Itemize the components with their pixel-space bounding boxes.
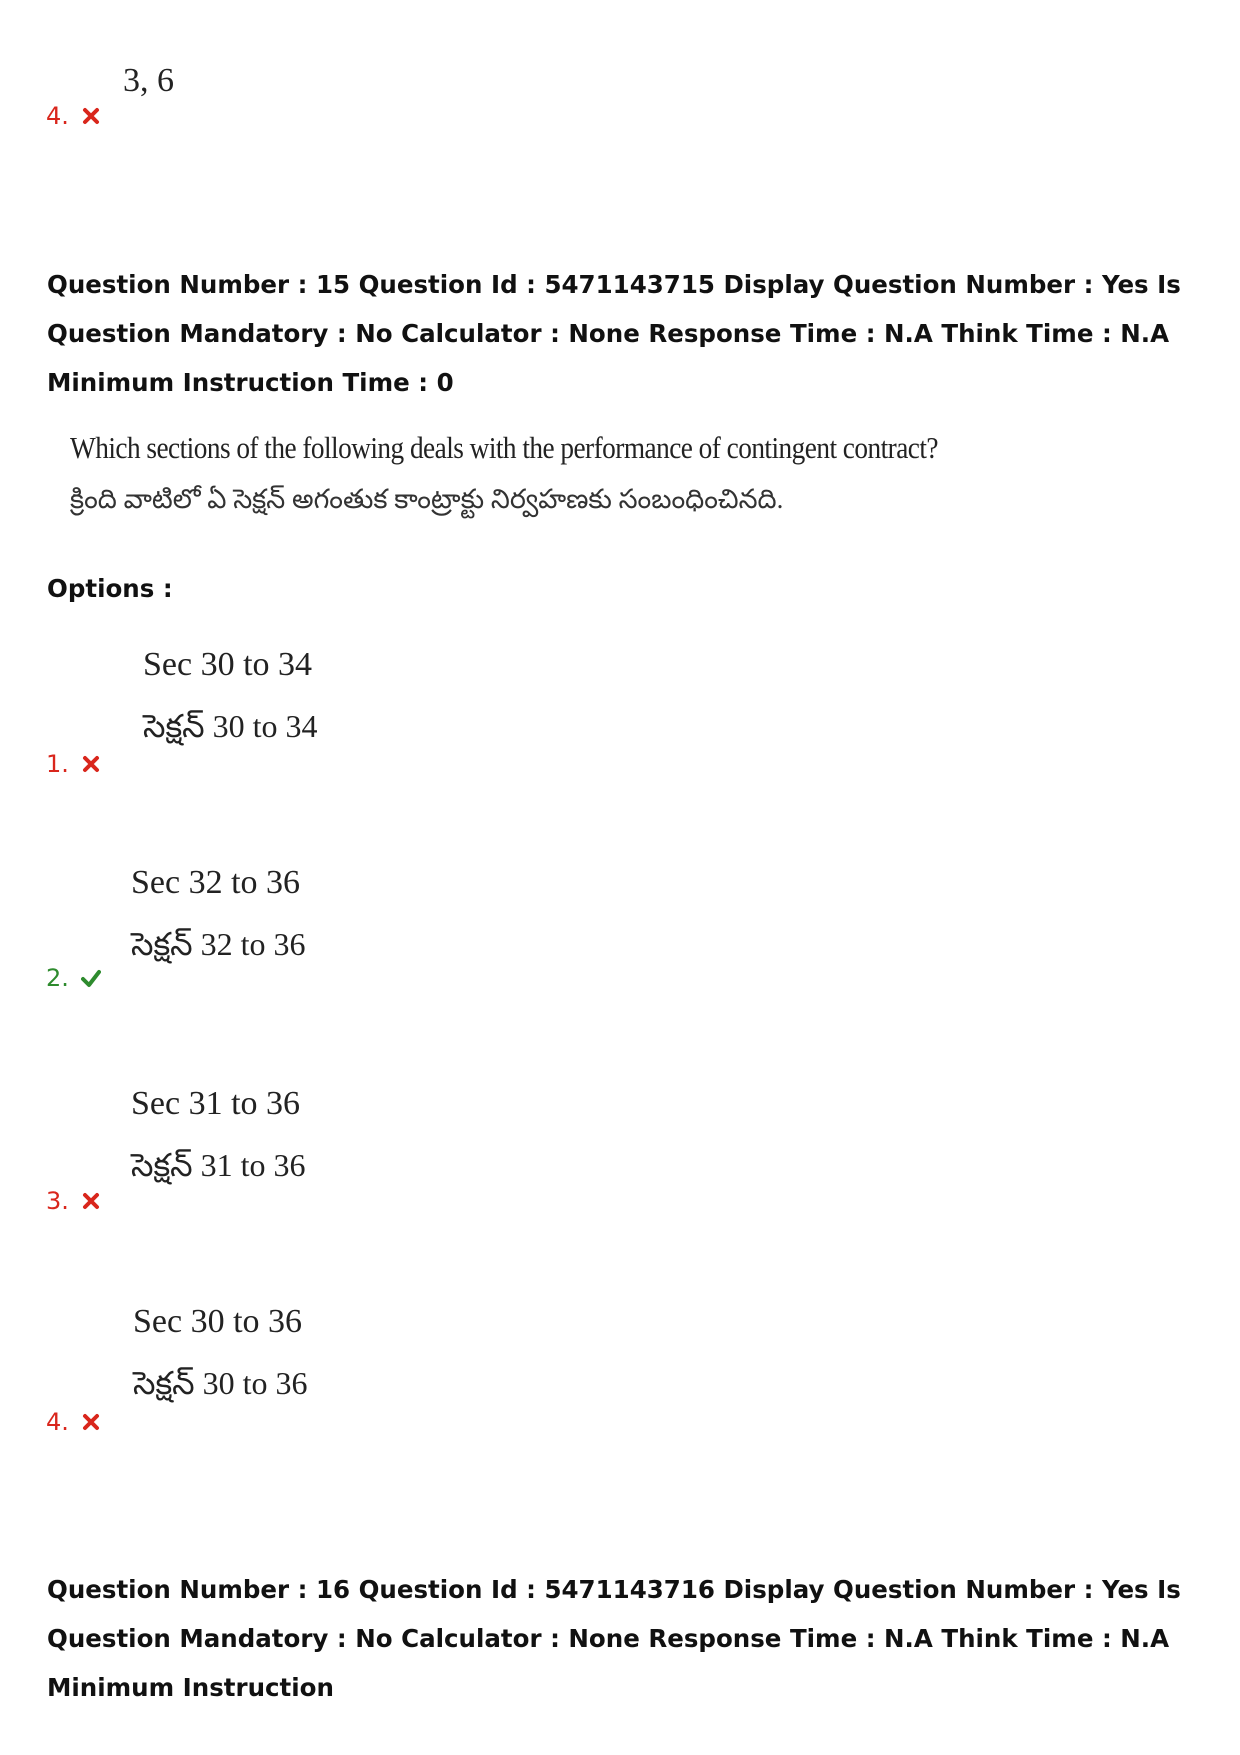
previous-option-4-marker — [46, 102, 101, 130]
cross-icon — [81, 754, 101, 774]
option-number: 4. — [46, 1408, 69, 1436]
option-4-text — [133, 1303, 308, 1410]
question-15-text — [70, 430, 1056, 522]
option-1-text — [143, 646, 318, 753]
option-number: 2. — [46, 964, 69, 992]
check-icon — [81, 968, 101, 988]
option-2-text — [131, 864, 306, 971]
option-number: 3. — [46, 1187, 69, 1215]
cross-icon — [81, 106, 101, 126]
option-3-marker — [46, 1187, 101, 1215]
question-english: Which sections of the following deals with the performance of contingent contract? — [70, 430, 939, 465]
cross-icon — [81, 1191, 101, 1211]
option-4-english: Sec 30 to 36 — [133, 1303, 303, 1340]
question-telugu: క్రింది వాటిలో ఏ సెక్షన్ అగంతుక కాంట్రాక్టు నిర్వహణకు సంబంధించినది. — [70, 484, 784, 514]
option-4-marker — [46, 1408, 101, 1436]
question-16-meta: Question Number : 16 Question Id : 5471143716 Display Question Number : Yes Is Question Mandatory : No Calculator : None Response Time : N.A Think Time : N.A Minimum Instruction — [47, 1575, 1181, 1702]
previous-option-4-text: 3, 6 — [123, 62, 174, 99]
option-1-english: Sec 30 to 34 — [143, 646, 313, 683]
option-number: 4. — [46, 102, 69, 130]
option-number: 1. — [46, 750, 69, 778]
option-3-english: Sec 31 to 36 — [131, 1085, 301, 1122]
options-label: Options : — [47, 574, 173, 603]
option-1-telugu: సెక్షన్ 30 to 34 — [143, 708, 318, 744]
question-15-meta: Question Number : 15 Question Id : 5471143715 Display Question Number : Yes Is Question Mandatory : No Calculator : None Response Time : N.A Think Time : N.A Minimum Instruction Time : 0 — [47, 270, 1181, 397]
option-3-text — [131, 1085, 306, 1192]
option-4-telugu: సెక్షన్ 30 to 36 — [133, 1365, 308, 1401]
option-2-telugu: సెక్షన్ 32 to 36 — [131, 926, 306, 962]
option-2-marker — [46, 964, 101, 992]
option-2-english: Sec 32 to 36 — [131, 864, 301, 901]
option-1-marker — [46, 750, 101, 778]
option-3-telugu: సెక్షన్ 31 to 36 — [131, 1147, 306, 1183]
cross-icon — [81, 1412, 101, 1432]
